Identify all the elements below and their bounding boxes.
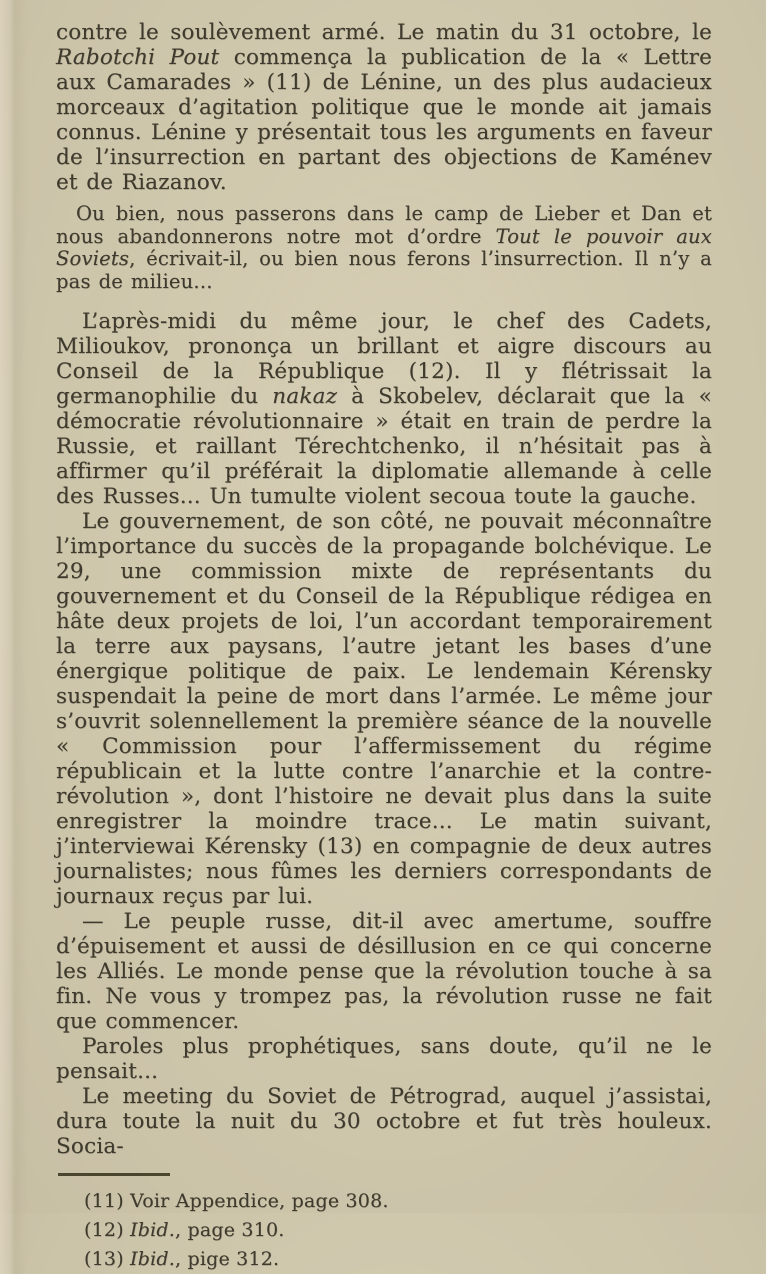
- text-run: L’après-midi du même jour, le chef des Cadets, Milioukov, prononça un brillant et aigre discours au Conseil de la République (12). Il y flétrissait la germanophilie du: [56, 309, 712, 409]
- paragraph: [56, 1084, 712, 1159]
- text-run: , pige 312.: [175, 1248, 280, 1270]
- paragraph: [56, 509, 712, 909]
- footnote: [56, 1245, 712, 1274]
- italic-text-run: Ibid.: [130, 1248, 175, 1270]
- text-run: Le gouvernement, de son côté, ne pouvait méconnaître l’importance du succès de la propagande bolchévique. Le 29, une commission mixte de représentants du gouvernement et du Conseil de la République rédigea en hâte deux projets de loi, l’un accordant temporairement la terre aux paysans, l’autre jetant les bases d’une énergique politique de paix. Le lendemain Kérensky suspendait la peine de mort dans l’armée. Le même jour s’ouvrit solennellement la première séance de la nouvelle « Commission pour l’affermissement du régime républicain et la lutte contre l’anarchie et la contre-révolution », dont l’histoire ne devait plus dans la suite enregistrer la moindre trace... Le matin suivant, j’interviewai Kérensky (13) en compagnie de deux autres journalistes; nous fûmes les derniers correspondants de journaux reçus par lui.: [56, 509, 712, 909]
- italic-text-run: Ibid.: [130, 1219, 175, 1241]
- footnote-separator: [58, 1173, 170, 1176]
- footnotes: [56, 1187, 712, 1274]
- paper-speck: [640, 860, 642, 863]
- text-run: Paroles plus prophétiques, sans doute, qu’il ne le pensait...: [56, 1034, 712, 1084]
- footnote: [56, 1216, 712, 1245]
- text-run: Le meeting du Soviet de Pétrograd, auquel j’assistai, dura toute la nuit du 30 octobre et fut très houleux. Socia-: [56, 1084, 712, 1159]
- text-run: — Le peuple russe, dit-il avec amertume, souffre d’épuisement et aussi de désillusion en ce qui concerne les Alliés. Le monde pense que la révolution touche à sa fin. Ne vous y trompez pas, la révolution russe ne fait que commencer.: [56, 909, 712, 1034]
- paper-speck: [120, 1000, 122, 1002]
- paragraph: [56, 20, 712, 195]
- footnote: [56, 1187, 712, 1216]
- paragraph: [56, 1034, 712, 1084]
- inset-quote-paragraph: [56, 203, 712, 293]
- italic-text-run: nakaz: [272, 384, 338, 409]
- text-run: à Skobelev, déclarait que la « démocratie révolutionnaire » était en train de perdre la Russie, et raillant Térechtchenko, il n’hésitait pas à affirmer qu’il préférait la diplomatie allemande à celle des Russes... Un tumulte violent secoua toute la gauche.: [56, 384, 712, 509]
- paper-speck: [704, 129, 707, 132]
- text-run: , page 310.: [175, 1219, 285, 1241]
- text-run: (13): [84, 1248, 131, 1270]
- text-run: commença la publication de la « Lettre aux Camarades » (11) de Lénine, un des plus audacieux morceaux d’agitation politique que le monde ait jamais connus. Lénine y présentait tous les arguments en faveur de l’insurrection en partant des objections de Kaménev et de Riazanov.: [56, 45, 712, 195]
- italic-text-run: Tout le pouvoir aux Soviets: [56, 224, 712, 270]
- text-run: (11) Voir Appendice, page 308.: [84, 1190, 389, 1212]
- text-run: Ou bien, nous passerons dans le camp de Lieber et Dan et nous abandonnerons notre mot d’ordre: [56, 202, 712, 248]
- page-text-block: [56, 20, 712, 1159]
- text-run: contre le soulèvement armé. Le matin du 31 octobre, le: [56, 20, 712, 45]
- paragraph: [56, 309, 712, 509]
- dialogue-paragraph: [56, 909, 712, 1034]
- text-run: , écrivait-il, ou bien nous ferons l’insurrection. Il n’y a pas de milieu...: [56, 247, 712, 293]
- text-run: (12): [84, 1219, 131, 1241]
- italic-text-run: Rabotchi Pout: [56, 45, 220, 70]
